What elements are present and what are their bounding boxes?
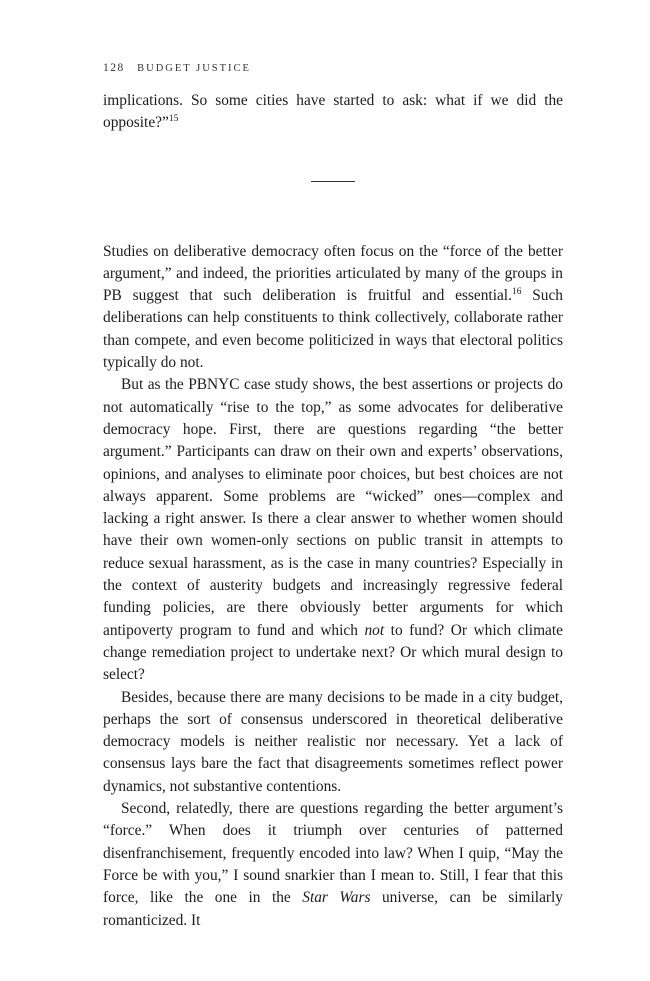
- paragraph-1: [103, 241, 563, 375]
- paragraph-3: Besides, because there are many decisions to be made in a city budget, perhaps the sort of consensus underscored in theoretical deliberative democracy models is neither realistic nor necessary. Yet a lack of consensus lays bare the fact that disagreements sometimes reflect power dynamics, not substantive contentions.: [103, 688, 563, 795]
- paragraph-2-after: to fund? Or which climate change remediation project to undertake next? Or which mural design to select?: [103, 621, 563, 684]
- book-page: [103, 58, 563, 932]
- paragraph-1-text-after: Such deliberations can help constituents to think collectively, collaborate rather than compete, and even become politicized in ways that electoral politics typically do not.: [103, 287, 563, 372]
- running-header: [103, 58, 563, 78]
- page-number: 128: [103, 62, 125, 74]
- paragraph-2-before: But as the PBNYC case study shows, the best assertions or projects do not automatically “rise to the top,” as some advocates for deliberative democracy hope. First, there are questions regarding “the better argument.” Participants can draw on their own and experts’ observations, opinions, and analyses to eliminate poor choices, but best choices are not always apparent. Some problems are “wicked” ones—complex and lacking a right answer. Is there a clear answer to whether women should have their own women-only sections on public transit in attempts to reduce sexual harassment, as is the case in many countries? Especially in the context of austerity budgets and increasingly regressive federal funding policies, are there obviously better arguments for which antipoverty program to fund and which: [103, 376, 563, 639]
- paragraph-2: [103, 374, 563, 686]
- paragraph-1-text: Studies on deliberative democracy often focus on the “force of the better argument,” and indeed, the priorities articulated by many of the groups in PB suggest that such deliberation is fruitful and essential.: [103, 242, 563, 305]
- section-divider: [311, 181, 355, 182]
- footnote-ref-15: 15: [168, 114, 179, 125]
- paragraph-4-emphasis: Star Wars: [302, 889, 371, 907]
- paragraph-2-emphasis: not: [364, 621, 385, 639]
- paragraph-4-after: universe, can be similarly romanticized. It: [103, 889, 564, 929]
- intro-paragraph: [103, 90, 563, 135]
- footnote-ref-16: 16: [511, 287, 522, 298]
- paragraph-4: [103, 798, 563, 932]
- intro-text: implications. So some cities have started to ask: what if we did the opposite?”: [103, 92, 563, 132]
- paragraph-4-before: Second, relatedly, there are questions regarding the better argument’s “force.” When does it triumph over centuries of patterned disenfranchisement, frequently encoded into law? When I quip, “May the Force be with you,” I sound snarkier than I mean to. Still, I fear that this force, like the one in the: [103, 800, 563, 907]
- running-title: BUDGET JUSTICE: [137, 63, 251, 74]
